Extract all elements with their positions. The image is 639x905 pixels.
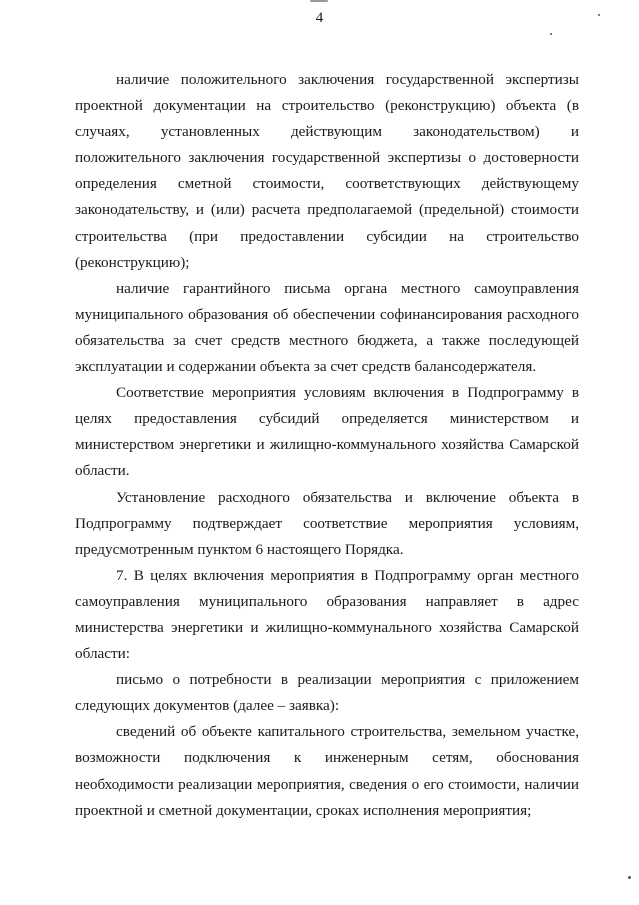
paragraph-compliance: Соответствие мероприятия условиям включения в Подпрограмму в целях предоставления субсидий определяется министерством и министерством энергетики и жилищно-коммунального хозяйства Самарской области. [75,384,579,480]
scan-speck [628,876,631,879]
document-body [75,67,579,824]
paragraph-expertise-conclusion: наличие положительного заключения государственной экспертизы проектной документации на строительство (реконструкцию) объекта (в случаях, установленных действующим законодательством) и положительного заключения государственной экспертизы о достоверности определения сметной стоимости, соответствующих действующему законодательству, и (или) расчета предполагаемой (предельной) стоимости строительства (при предоставлении субсидии на строительство (реконструкцию); [75,71,579,271]
paragraph-item-7: 7. В целях включения мероприятия в Подпрограмму орган местного самоуправления муниципального образования направляет в адрес министерства энергетики и жилищно-коммунального хозяйства Самарской области: [75,566,579,663]
paragraph-obligation: Установление расходного обязательства и включение объекта в Подпрограмму подтверждает соответствие мероприятия условиям, предусмотренным пунктом 6 настоящего Порядка. [75,488,579,558]
paragraph-guarantee-letter: наличие гарантийного письма органа местного самоуправления муниципального образования об обеспечении софинансирования расходного обязательства за счет средств местного бюджета, а также последующей эксплуатации и содержании объекта за счет средств балансодержателя. [75,279,579,376]
page-number: 4 [315,10,324,26]
paragraph-object-info: сведений об объекте капитального строительства, земельном участке, возможности подключения к инженерным сетям, обоснования необходимости реализации мероприятия, сведения о его стоимости, наличии проектной и сметной документации, сроках исполнения мероприятия; [75,723,579,819]
paragraph-letter-need: письмо о потребности в реализации мероприятия с приложением следующих документов (далее – заявка): [75,671,579,715]
scan-mark [310,0,328,2]
scan-speck [550,33,552,35]
